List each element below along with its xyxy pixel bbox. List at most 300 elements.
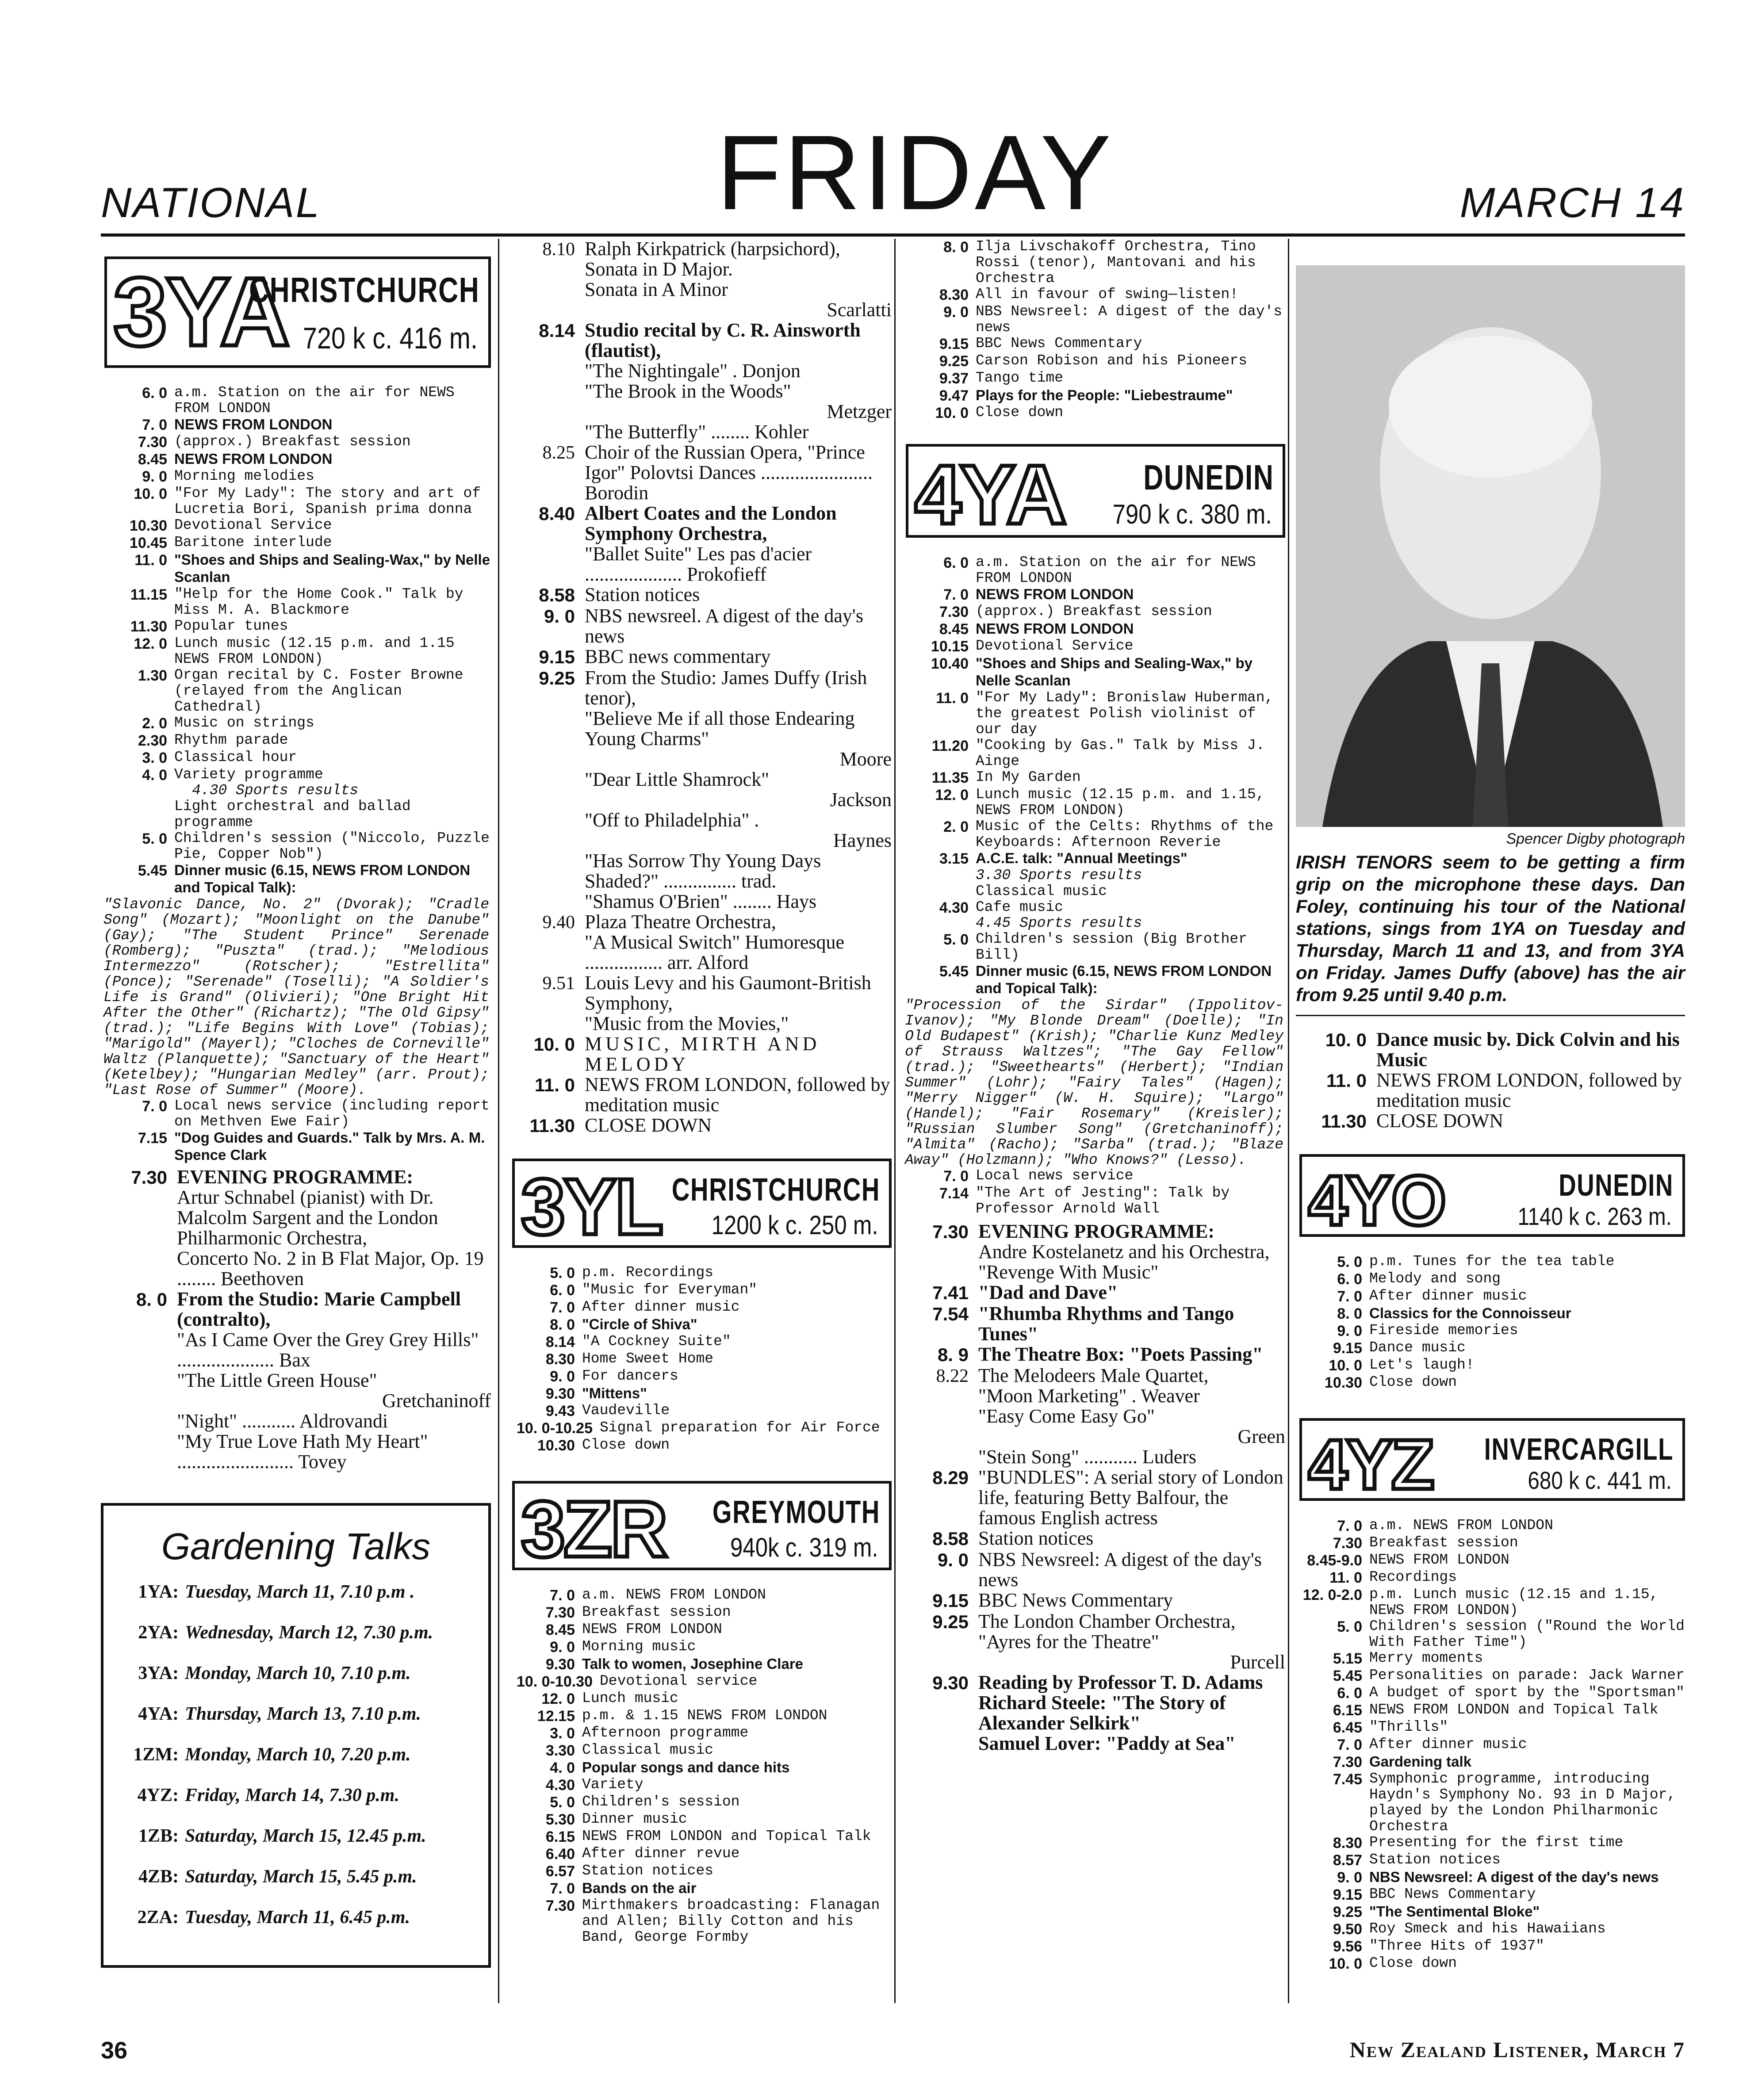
station-call: 4YA	[915, 448, 1065, 542]
time: 5.15	[1333, 1650, 1362, 1667]
photo-caption: IRISH TENORS seem to be getting a firm grip on the microphone these days. Dan Foley, continuing his tour of the National stations, sings from 1YA on Tuesday and Thursday, March 11 and 13, and from 3YA on Friday. James Duffy (above) has the air from 9.25 until 9.40 p.m.	[1296, 852, 1685, 1005]
gardening-talks-box	[101, 1503, 491, 1968]
program-sub: "A Musical Switch" Humoresque ................ arr. Alford	[585, 931, 845, 973]
program-sub: Samuel Lover: "Paddy at Sea"	[978, 1733, 1236, 1754]
program: Presenting for the first time	[1369, 1834, 1624, 1851]
list-item	[902, 239, 1285, 287]
list-item	[101, 586, 491, 618]
time: 9.30	[932, 1672, 969, 1693]
program: NEWS FROM LONDON and Topical Talk	[582, 1828, 871, 1844]
time: 7.30	[1333, 1535, 1362, 1552]
program: After dinner music	[1369, 1736, 1527, 1752]
gardening-station: 1ZB:	[138, 1826, 179, 1846]
program: "For My Lady": The story and art of Lucretia Bori, Spanish prima donna	[174, 485, 481, 517]
program: Station notices	[582, 1863, 714, 1879]
composer: Haynes	[833, 830, 892, 851]
time: 8. 0	[1337, 1305, 1362, 1322]
list-item	[509, 442, 892, 503]
program: BBC News Commentary	[978, 1589, 1173, 1611]
list-item	[1296, 1650, 1685, 1668]
program: NEWS FROM LONDON	[174, 451, 333, 467]
time: 9.15	[932, 1590, 969, 1611]
program: After dinner music	[1369, 1288, 1527, 1304]
time: 12. 0	[935, 787, 969, 803]
list-item	[1296, 1886, 1685, 1904]
program: EVENING PROGRAMME:	[177, 1166, 414, 1188]
station-frequency: 940k c. 319 m.	[730, 1533, 878, 1562]
time: 10.30	[129, 517, 167, 534]
program: "The Art of Jesting": Talk by Professor Arnold Wall	[976, 1185, 1230, 1217]
list-item	[1296, 1754, 1685, 1771]
list-item	[902, 1366, 1285, 1467]
dinner-music-list: "Slavonic Dance, No. 2" (Dvorak); "Cradle Song" (Mozart); "Moonlight on the Danube" (Gay); "The Student Prince" Serenade (Romberg); "Puszta" (trad.); "Melodious Intermezzo" (Rotscher); "Estrellita" (Ponce); "Serenade" (Toselli); "A Soldier's Life is Grand" (Olivieri); "One Bright Hit After the Other" (Richartz); "The Old Gipsy" (trad.); "Life Begins With Love" (Tobias); "Marigold" (Mayerl); "Cloches de Corneville" Waltz (Planquette); "Sanctuary of the Heart" (Ketelbey); "Hungarian Medley" (arr. Prout); "Last Rose of Summer" (Moore).	[103, 896, 489, 1098]
program: All in favour of swing—listen!	[976, 286, 1239, 302]
time: 7. 0	[142, 417, 167, 433]
list-item	[1296, 1618, 1685, 1650]
list-item	[1296, 1955, 1685, 1973]
time: 12. 0-2.0	[1302, 1587, 1362, 1603]
list-item	[509, 1622, 892, 1639]
time: 10.15	[931, 638, 969, 655]
time: 8. 9	[937, 1344, 969, 1365]
program: NBS Newsreel: A digest of the day's news	[976, 303, 1283, 336]
list-item	[1296, 1852, 1685, 1869]
program-sub: Light orchestral and ballad programme	[174, 798, 411, 830]
list-item	[509, 1828, 892, 1846]
program: The Theatre Box: "Poets Passing"	[978, 1343, 1263, 1365]
program: Morning music	[582, 1638, 696, 1655]
program: "BUNDLES": A serial story of London life, featuring Betty Balfour, the famous English actress	[978, 1466, 1283, 1529]
list-item	[1296, 1938, 1685, 1955]
program: Children's session	[582, 1794, 740, 1810]
station-city: DUNEDIN	[1559, 1168, 1674, 1202]
program-sub: Andre Kostelanetz and his Orchestra,	[978, 1241, 1270, 1262]
time: 9.25	[1333, 1904, 1362, 1920]
program-sub: "Night" ........... Aldrovandi	[177, 1410, 388, 1432]
gardening-item	[103, 1703, 475, 1725]
program: NEWS FROM LONDON	[976, 620, 1134, 637]
list-item	[509, 1334, 892, 1351]
time: 11. 0	[134, 552, 167, 569]
list-item	[1296, 1518, 1685, 1535]
list-item	[902, 1611, 1285, 1672]
station-call: 3YL	[521, 1163, 662, 1251]
program: Let's laugh!	[1369, 1357, 1475, 1373]
program: Plaza Theatre Orchestra,	[585, 911, 776, 933]
station-call: 3YA	[113, 257, 288, 366]
time: 7.14	[939, 1185, 969, 1202]
program: BBC News Commentary	[976, 335, 1142, 352]
program: Carson Robison and his Pioneers	[976, 352, 1247, 369]
list-item	[509, 1265, 892, 1282]
list-item	[1296, 1357, 1685, 1374]
time: 6.57	[545, 1863, 575, 1880]
list-item	[509, 1760, 892, 1777]
gardening-time: Thursday, March 13, 7.10 p.m.	[185, 1704, 421, 1724]
program: MUSIC, MIRTH AND MELODY	[585, 1033, 820, 1075]
program-sub: "Off to Philadelphia" .	[585, 809, 759, 831]
time: 3.15	[939, 850, 969, 867]
program: Signal preparation for Air Force	[600, 1419, 880, 1436]
header-date: MARCH 14	[1459, 179, 1685, 226]
time: 8.14	[545, 1334, 575, 1350]
program: Dinner music (6.15, NEWS FROM LONDON and Topical Talk):	[976, 963, 1272, 996]
program: p.m. Recordings	[582, 1264, 714, 1281]
list-item	[509, 606, 892, 646]
time: 3.30	[545, 1742, 575, 1759]
station-box-3yl	[512, 1159, 892, 1251]
time: 5. 0	[943, 931, 969, 948]
time: 9.15	[1333, 1340, 1362, 1357]
program-sub: "Believe Me if all those Endearing Young Charms"	[585, 708, 855, 750]
list-item	[509, 1075, 892, 1115]
time: 7.30	[131, 1167, 167, 1188]
list-item	[1296, 1111, 1685, 1132]
list-item	[509, 1777, 892, 1794]
list-item	[902, 931, 1285, 963]
program: Dance music	[1369, 1339, 1466, 1356]
time: 5.45	[939, 963, 969, 980]
list-item	[509, 1351, 892, 1368]
time: 9.40	[542, 912, 575, 933]
program: a.m. Station on the air for NEWS FROM LONDON	[174, 384, 455, 417]
composer: Gretchaninoff	[382, 1390, 491, 1411]
program-sub: "Music from the Movies,"	[585, 1013, 789, 1034]
program: a.m. Station on the air for NEWS FROM LONDON	[976, 554, 1256, 586]
program: A.C.E. talk: "Annual Meetings"	[976, 850, 1187, 866]
program-sub: "Dear Little Shamrock"	[585, 769, 770, 790]
list-item	[509, 1316, 892, 1334]
time: 7.54	[932, 1304, 969, 1324]
station-call: 4YO	[1308, 1161, 1445, 1240]
time: 5. 0	[550, 1794, 575, 1811]
list-item	[101, 1130, 491, 1164]
program: A budget of sport by the "Sportsman"	[1369, 1684, 1685, 1701]
station-city: CHRISTCHURCH	[249, 270, 479, 310]
time: 10.40	[931, 655, 969, 672]
list-item	[101, 517, 491, 535]
caption-rule	[1296, 1015, 1685, 1016]
program: Recordings	[1369, 1569, 1457, 1585]
program: (approx.) Breakfast session	[174, 433, 411, 450]
time: 7.30	[138, 434, 167, 451]
time: 7. 0	[550, 1880, 575, 1897]
list-item	[1296, 1070, 1685, 1111]
station-frequency: 720 k c. 416 m.	[303, 321, 478, 355]
schedule-3yl	[509, 1265, 892, 1454]
time: 11.20	[931, 738, 969, 754]
list-item	[902, 336, 1285, 353]
program: "Mittens"	[582, 1385, 647, 1401]
program-sub: "Moon Marketing" . Weaver	[978, 1385, 1200, 1407]
composer: Moore	[839, 748, 892, 770]
time: 8.58	[539, 585, 575, 605]
program-sub: "The Butterfly" ........ Kohler	[585, 421, 809, 443]
station-box-4yo	[1299, 1154, 1685, 1240]
time: 7.45	[1333, 1771, 1362, 1788]
program: CLOSE DOWN	[585, 1114, 712, 1136]
list-item	[902, 769, 1285, 787]
time: 8.22	[936, 1366, 969, 1386]
program: Lunch music (12.15 p.m. and 1.15 NEWS FROM LONDON)	[174, 635, 455, 667]
time: 8. 0	[943, 239, 969, 256]
program: Home Sweet Home	[582, 1350, 714, 1367]
program: NBS Newsreel: A digest of the day's news	[978, 1549, 1262, 1591]
time: 5. 0	[550, 1265, 575, 1281]
program: Studio recital by C. R. Ainsworth (flautist),	[585, 319, 861, 361]
program: Close down	[1369, 1955, 1457, 1971]
list-item	[1296, 1921, 1685, 1938]
time: 8.45	[138, 451, 167, 468]
time: 8.57	[1333, 1852, 1362, 1869]
gardening-station: 1YA:	[138, 1582, 179, 1602]
time: 11. 0	[1329, 1569, 1362, 1586]
program-sub: "My True Love Hath My Heart" ........................ Tovey	[177, 1431, 428, 1473]
time: 9. 0	[1337, 1869, 1362, 1886]
program: BBC News Commentary	[1369, 1886, 1536, 1902]
station-city: INVERCARGILL	[1484, 1432, 1674, 1466]
time: 8.25	[542, 443, 575, 463]
gardening-time: Saturday, March 15, 5.45 p.m.	[185, 1867, 417, 1887]
list-item	[1296, 1340, 1685, 1357]
list-item	[509, 973, 892, 1034]
program: Local news service	[976, 1167, 1134, 1184]
time: 4.30	[939, 899, 969, 916]
list-item	[902, 387, 1285, 405]
list-item	[509, 320, 892, 442]
program: Tango time	[976, 370, 1064, 386]
time: 4.30	[545, 1777, 575, 1794]
list-item	[509, 1863, 892, 1880]
list-item	[902, 1168, 1285, 1185]
program: Children's session ("Niccolo, Puzzle Pie, Copper Nob")	[174, 830, 490, 862]
time: 6.15	[545, 1828, 575, 1845]
gardening-item	[103, 1622, 475, 1643]
program: Rhythm parade	[174, 732, 288, 748]
time: 5. 0	[142, 830, 167, 847]
program: Devotional Service	[976, 638, 1134, 654]
time: 9. 0	[550, 1639, 575, 1656]
time: 7. 0	[1337, 1518, 1362, 1534]
portrait-image	[1296, 265, 1685, 827]
time: 10.30	[1324, 1374, 1362, 1391]
time: 8.10	[542, 239, 575, 260]
time: 8.30	[1333, 1835, 1362, 1851]
time: 9.37	[939, 370, 969, 387]
list-item	[509, 1403, 892, 1420]
station-frequency: 790 k c. 380 m.	[1112, 499, 1272, 530]
program: "Circle of Shiva"	[582, 1316, 697, 1332]
program: Louis Levy and his Gaumont-British Symphony,	[585, 972, 871, 1014]
time: 11. 0	[1326, 1070, 1367, 1091]
time: 11.35	[931, 769, 969, 786]
gardening-item	[103, 1663, 475, 1684]
time: 5. 0	[1337, 1254, 1362, 1270]
list-item	[101, 451, 491, 468]
time: 1.30	[138, 667, 167, 684]
time: 9. 0	[142, 468, 167, 485]
program: Lunch music	[582, 1690, 678, 1706]
list-item	[509, 1034, 892, 1075]
gardening-list	[103, 1581, 488, 1965]
time: 8.29	[932, 1467, 969, 1488]
time: 4. 0	[550, 1760, 575, 1776]
list-item	[101, 535, 491, 552]
list-item	[1296, 1323, 1685, 1340]
time: 7. 0	[550, 1587, 575, 1604]
list-item	[902, 1549, 1285, 1590]
program-sub: Richard Steele: "The Story of Alexander Selkirk"	[978, 1692, 1226, 1734]
program: Morning melodies	[174, 468, 314, 484]
program: p.m. Tunes for the tea table	[1369, 1253, 1615, 1270]
composer: Metzger	[827, 401, 892, 422]
time: 7.15	[138, 1130, 167, 1147]
list-item	[101, 732, 491, 750]
gardening-station: 3YA:	[138, 1663, 179, 1683]
gardening-station: 2YA:	[138, 1622, 179, 1643]
time: 9.25	[932, 1611, 969, 1632]
program: Plays for the People: "Liebestraume"	[976, 387, 1233, 403]
gardening-item	[103, 1907, 475, 1928]
program-sub: 4.45 Sports results	[976, 915, 1142, 931]
schedule-4yz	[1296, 1518, 1685, 1973]
list-item	[902, 1304, 1285, 1344]
program-sub: "Stein Song" ........... Luders	[978, 1446, 1197, 1468]
gardening-station: 2ZA:	[137, 1907, 179, 1928]
station-frequency: 1200 k c. 250 m.	[711, 1210, 878, 1240]
program: Close down	[582, 1437, 670, 1453]
program: Dinner music	[582, 1811, 687, 1827]
list-item	[1296, 1552, 1685, 1569]
program: "Shoes and Ships and Sealing-Wax," by Nelle Scanlan	[174, 551, 490, 585]
time: 7. 0	[1337, 1737, 1362, 1753]
time: 11.30	[130, 618, 167, 635]
list-item	[902, 405, 1285, 422]
program: "Three Hits of 1937"	[1369, 1938, 1545, 1954]
list-item	[902, 850, 1285, 899]
time: 9.15	[939, 336, 969, 352]
time: 9. 0	[550, 1368, 575, 1385]
list-item	[902, 353, 1285, 370]
program: "Dad and Dave"	[978, 1281, 1118, 1303]
time: 9. 0	[544, 606, 575, 627]
list-item	[1296, 1587, 1685, 1618]
gardening-time: Wednesday, March 12, 7.30 p.m.	[185, 1622, 433, 1643]
program: Ralph Kirkpatrick (harpsichord),	[585, 238, 840, 260]
list-item	[1296, 1029, 1685, 1070]
program: From the Studio: James Duffy (Irish tenor),	[585, 667, 867, 709]
time: 6.40	[545, 1846, 575, 1863]
list-item	[509, 1587, 892, 1604]
time: 10. 0	[1329, 1955, 1362, 1972]
program: Cafe music	[976, 899, 1064, 915]
list-item	[1296, 1835, 1685, 1852]
time: 8.40	[539, 503, 575, 524]
list-item	[1296, 1374, 1685, 1392]
list-item	[101, 635, 491, 667]
program: a.m. NEWS FROM LONDON	[1369, 1517, 1553, 1534]
gardening-time: Friday, March 14, 7.30 p.m.	[185, 1785, 399, 1805]
program: Station notices	[978, 1527, 1094, 1549]
list-item	[509, 1639, 892, 1656]
time: 12. 0	[541, 1691, 575, 1707]
column-rule-2	[894, 239, 896, 2003]
program: Dance music by. Dick Colvin and his Music	[1376, 1029, 1680, 1071]
time: 9. 0	[1337, 1323, 1362, 1339]
list-item	[101, 434, 491, 451]
program: After dinner music	[582, 1299, 740, 1315]
time: 8.30	[545, 1351, 575, 1368]
list-item	[1296, 1685, 1685, 1702]
time: 8. 0	[550, 1316, 575, 1333]
list-item	[509, 1368, 892, 1385]
time: 8.45	[939, 621, 969, 638]
program: "Music for Everyman"	[582, 1281, 758, 1298]
publication-footer: New Zealand Listener, March 7	[1349, 2037, 1685, 2062]
list-item	[101, 667, 491, 715]
column-4yo-4yz	[1296, 239, 1685, 1973]
program-sub: "Easy Come Easy Go"	[978, 1405, 1155, 1427]
time: 2. 0	[142, 715, 167, 732]
program: Reading by Professor T. D. Adams	[978, 1672, 1263, 1693]
list-item	[509, 1846, 892, 1863]
program: Bands on the air	[582, 1880, 697, 1896]
list-item	[101, 385, 491, 417]
program: Mirthmakers broadcasting: Flanagan and Allen; Billy Cotton and his Band, George Formby	[582, 1897, 880, 1945]
time: 12. 0	[134, 635, 167, 652]
list-item	[902, 1467, 1285, 1528]
list-item	[902, 586, 1285, 604]
time: 10.30	[537, 1437, 575, 1454]
gardening-station: 4YA:	[138, 1704, 179, 1724]
list-item	[101, 715, 491, 732]
schedule-4ya	[902, 555, 1285, 1754]
program: "The Sentimental Bloke"	[1369, 1903, 1540, 1920]
list-item	[509, 1656, 892, 1673]
list-item	[101, 1167, 491, 1289]
program: For dancers	[582, 1368, 678, 1384]
time: 9.56	[1333, 1938, 1362, 1955]
station-city: GREYMOUTH	[712, 1495, 880, 1530]
time: 3. 0	[142, 750, 167, 766]
schedule-3zr-cont	[902, 239, 1285, 422]
program: "Shoes and Ships and Sealing-Wax," by Nelle Scanlan	[976, 655, 1253, 689]
time: 9.15	[539, 646, 575, 667]
list-item	[902, 304, 1285, 336]
list-item	[902, 370, 1285, 387]
list-item	[101, 618, 491, 635]
program: p.m. & 1.15 NEWS FROM LONDON	[582, 1707, 827, 1724]
time: 7.30	[1333, 1754, 1362, 1771]
time: 11. 0	[936, 690, 969, 707]
time: 6. 0	[1337, 1271, 1362, 1288]
program: Classics for the Connoisseur	[1369, 1305, 1571, 1321]
gardening-time: Saturday, March 15, 12.45 p.m.	[185, 1826, 426, 1846]
program-sub: "The Nightingale" . Donjon	[585, 360, 801, 382]
time: 7. 0	[943, 1168, 969, 1185]
program: Dinner music (6.15, NEWS FROM LONDON and Topical Talk):	[174, 862, 471, 895]
list-item	[902, 1672, 1285, 1754]
time: 7.30	[939, 604, 969, 620]
list-item	[509, 1673, 892, 1691]
time: 5. 0	[1337, 1618, 1362, 1635]
time: 11. 0	[534, 1075, 575, 1095]
column-3ya	[101, 239, 491, 1968]
gardening-time: Monday, March 10, 7.20 p.m.	[185, 1744, 411, 1765]
composer: Green	[1237, 1426, 1285, 1447]
program: From the Studio: Marie Campbell (contralto),	[177, 1288, 461, 1330]
time: 9.15	[1333, 1886, 1362, 1903]
